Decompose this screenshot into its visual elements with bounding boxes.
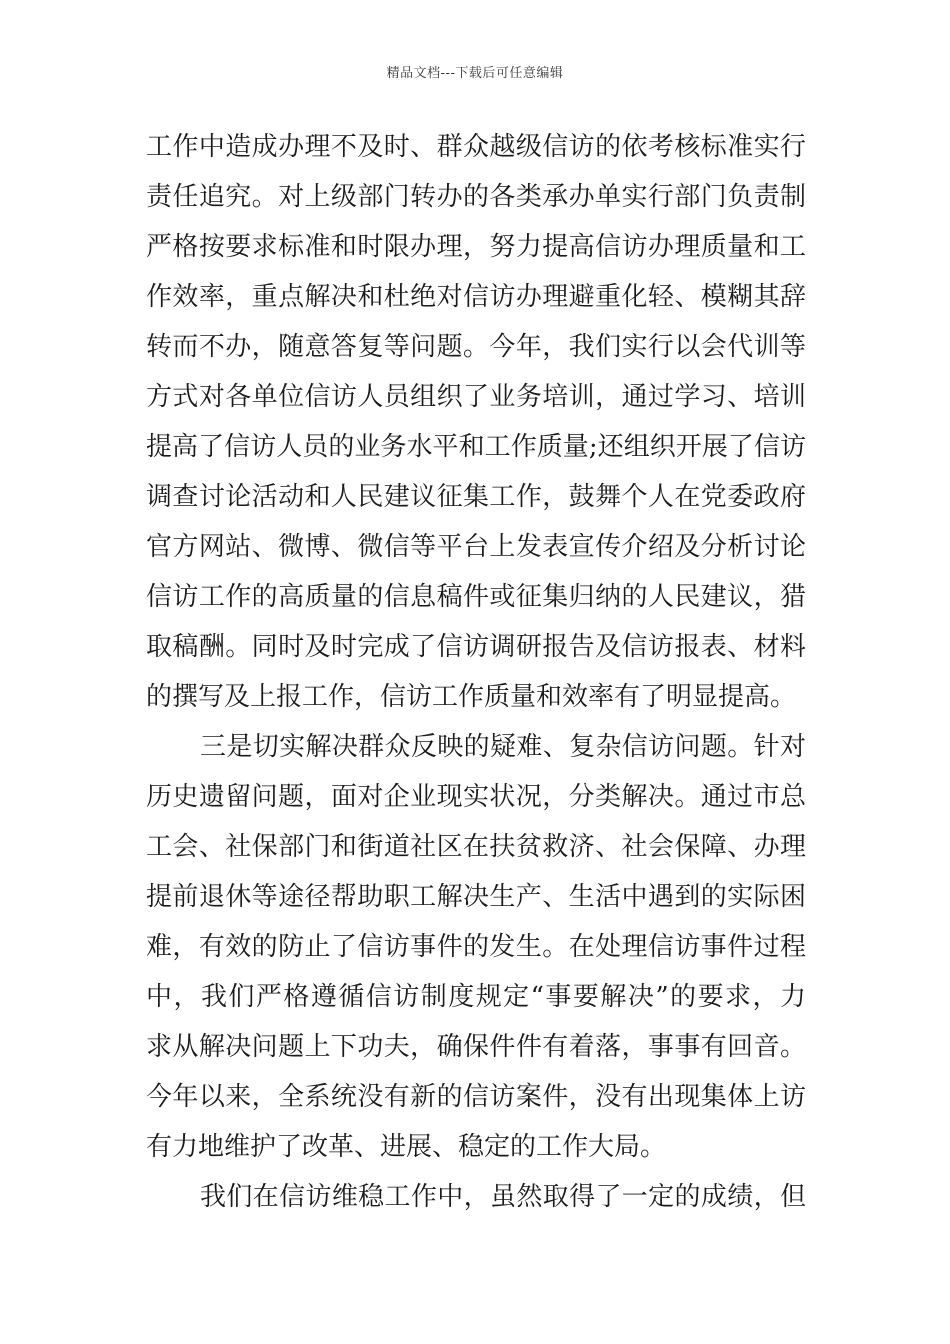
text-line: 历史遗留问题，面对企业现实状况，分类解决。通过市总	[146, 782, 806, 812]
paragraph-3	[146, 1172, 806, 1222]
text-line: 的撰写及上报工作，信访工作质量和效率有了明显提高。	[146, 682, 797, 712]
text-line: 难，有效的防止了信访事件的发生。在处理信访事件过程	[146, 932, 806, 962]
text-line: 方式对各单位信访人员组织了业务培训，通过学习、培训	[146, 382, 806, 412]
text-line: 严格按要求标准和时限办理，努力提高信访办理质量和工	[146, 232, 806, 262]
text-line: 提前退休等途径帮助职工解决生产、生活中遇到的实际困	[146, 882, 806, 912]
text-line: 工会、社保部门和街道社区在扶贫救济、社会保障、办理	[146, 832, 806, 862]
paragraph-2	[146, 722, 806, 1172]
document-body	[146, 122, 806, 1222]
text-line: 求从解决问题上下功夫，确保件件有着落，事事有回音。	[146, 1032, 806, 1062]
text-line: 我们在信访维稳工作中，虽然取得了一定的成绩，但	[200, 1182, 806, 1212]
text-line: 责任追究。对上级部门转办的各类承办单实行部门负责制	[146, 182, 806, 212]
text-line: 调查讨论活动和人民建议征集工作，鼓舞个人在党委政府	[146, 482, 806, 512]
text-line: 作效率，重点解决和杜绝对信访办理避重化轻、模糊其辞	[146, 282, 806, 312]
text-line: 三是切实解决群众反映的疑难、复杂信访问题。针对	[200, 732, 806, 762]
text-line: 官方网站、微博、微信等平台上发表宣传介绍及分析讨论	[146, 532, 806, 562]
paragraph-1	[146, 122, 806, 722]
text-line: 有力地维护了改革、进展、稳定的工作大局。	[146, 1132, 667, 1162]
text-line: 工作中造成办理不及时、群众越级信访的依考核标准实行	[146, 132, 806, 162]
text-line: 信访工作的高质量的信息稿件或征集归纳的人民建议，猎	[146, 582, 806, 612]
text-line: 今年以来，全系统没有新的信访案件，没有出现集体上访	[146, 1082, 806, 1112]
text-line: 转而不办，随意答复等问题。今年，我们实行以会代训等	[146, 332, 806, 362]
text-line: 取稿酬。同时及时完成了信访调研报告及信访报表、材料	[146, 632, 806, 662]
text-line: 提高了信访人员的业务水平和工作质量;还组织开展了信访	[146, 432, 806, 462]
page-header: 精品文档---下载后可任意编辑	[386, 66, 564, 81]
text-line: 中，我们严格遵循信访制度规定“事要解决”的要求，力	[146, 982, 806, 1012]
